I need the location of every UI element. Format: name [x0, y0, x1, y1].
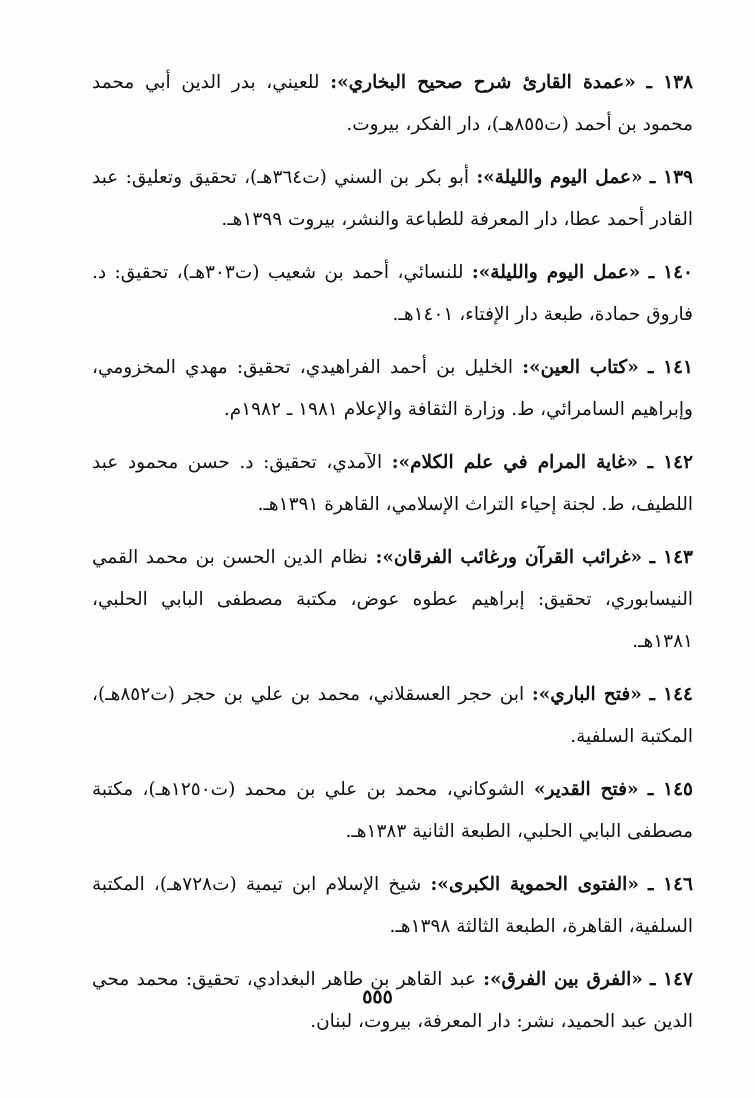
entry-title: «غرائب القرآن ورغائب الفرقان»: [375, 547, 643, 568]
entry-text: أبو بكر بن السني (ت٣٦٤هـ)، تحقيق وتعليق: عبد القادر أحمد عطا، دار المعرفة للطباعة والنشر، بيروت ١٣٩٩هـ. [92, 167, 693, 230]
entry-text: شيخ الإسلام ابن تيمية (ت٧٢٨هـ)، المكتبة السلفية، القاهرة، الطبعة الثالثة ١٣٩٨هـ. [92, 874, 693, 937]
entry-title: «فتح القدير» [533, 779, 639, 800]
bibliography-entry [92, 674, 693, 758]
entry-title: «غاية المرام في علم الكلام»: [391, 452, 639, 473]
entry-text: نظام الدين الحسن بن محمد القمي النيسابوري، تحقيق: إبراهيم عطوه عوض، مكتبة مصطفى البابي الحلبي، ١٣٨١هـ. [92, 547, 693, 652]
entry-number: ١٤٠ ـ [648, 262, 693, 283]
bibliography-entry [92, 252, 693, 336]
entry-text: الشوكاني، محمد بن علي بن محمد (ت١٢٥٠هـ)، مكتبة مصطفى البابي الحلبي، الطبعة الثانية ١٣٨٣هـ. [92, 779, 693, 842]
bibliography-entry [92, 157, 693, 241]
entry-text: ابن حجر العسقلاني، محمد بن علي بن حجر (ت٨٥٢هـ)، المكتبة السلفية. [92, 684, 693, 747]
entry-title: «فتح الباري»: [531, 684, 642, 705]
entry-title: «عمل اليوم والليلة»: [476, 167, 643, 188]
entry-text: الآمدي، تحقيق: د. حسن محمود عبد اللطيف، ط. لجنة إحياء التراث الإسلامي، القاهرة ١٣٩١هـ. [92, 452, 693, 515]
bibliography-entry [92, 347, 693, 431]
entry-text: عبد القاهر بن طاهر البغدادي، تحقيق: محمد محي الدين عبد الحميد، نشر: دار المعرفة، بيروت، لبنان. [92, 969, 693, 1032]
entry-number: ١٣٩ ـ [649, 167, 693, 188]
entry-title: «عمدة القارئ شرح صحيح البخاري»: [330, 72, 636, 93]
page-number: ٥٥٥ [362, 986, 393, 1008]
entry-number: ١٤٤ ـ [649, 684, 693, 705]
entry-number: ١٤٦ ـ [648, 874, 693, 895]
bibliography-entry [92, 537, 693, 663]
bibliography-entry [92, 442, 693, 526]
entry-number: ١٤٣ ـ [649, 547, 693, 568]
entry-title: «الفتوى الحموية الكبرى»: [430, 874, 639, 895]
entry-number: ١٤٢ ـ [647, 452, 693, 473]
entry-number: ١٤١ ـ [647, 357, 693, 378]
bibliography-list [92, 62, 693, 1054]
entry-text: الخليل بن أحمد الفراهيدي، تحقيق: مهدي المخزومي، وإبراهيم السامرائي، ط. وزارة الثقافة والإعلام ١٩٨١ ـ ١٩٨٢م. [92, 357, 693, 420]
bibliography-entry [92, 769, 693, 853]
entry-title: «الفرق بين الفرق»: [483, 969, 643, 990]
entry-title: «عمل اليوم والليلة»: [471, 262, 641, 283]
entry-number: ١٤٥ ـ [647, 779, 693, 800]
entry-title: «كتاب العين»: [522, 357, 639, 378]
entry-text: للنسائي، أحمد بن شعيب (ت٣٠٣هـ)، تحقيق: د. فاروق حمادة، طبعة دار الإفتاء، ١٤٠١هـ. [92, 262, 693, 325]
bibliography-entry [92, 864, 693, 948]
entry-number: ١٣٨ ـ [646, 72, 693, 93]
bibliography-entry [92, 62, 693, 146]
entry-number: ١٤٧ ـ [650, 969, 693, 990]
entry-text: للعيني، بدر الدين أبي محمد محمود بن أحمد (ت٨٥٥هـ)، دار الفكر، بيروت. [92, 72, 693, 135]
